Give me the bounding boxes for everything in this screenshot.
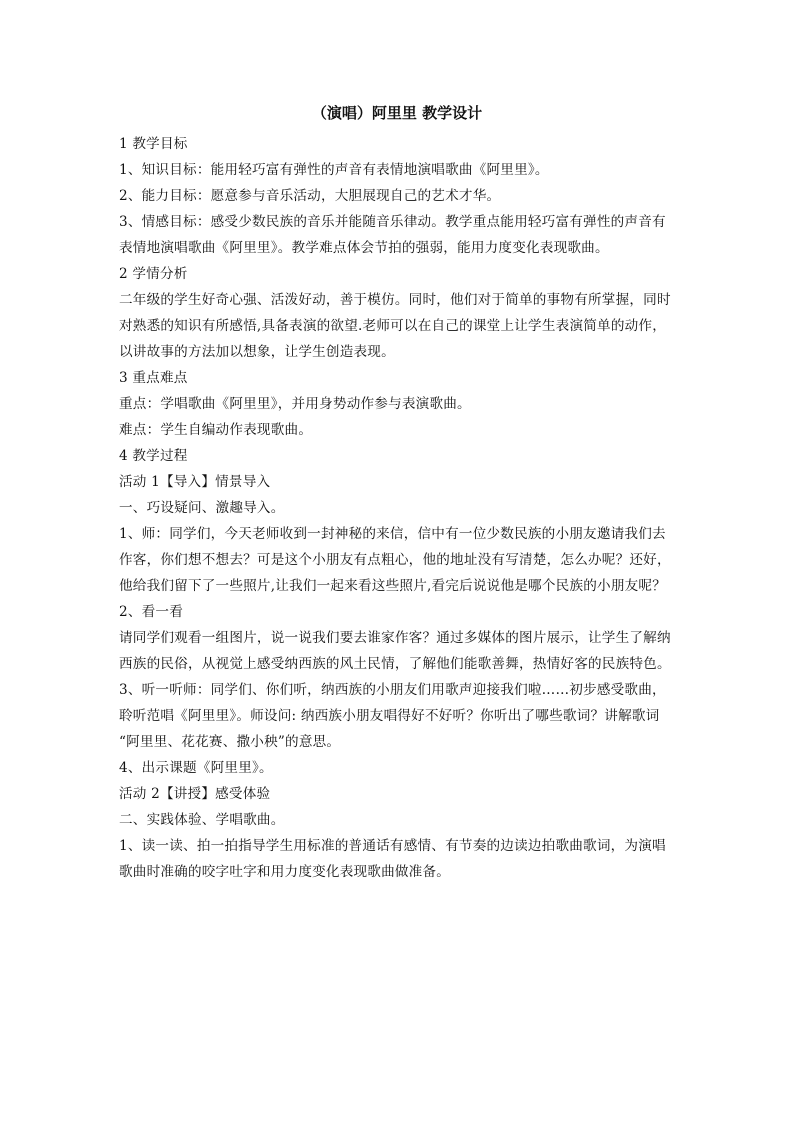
text-line: 歌曲时准确的咬字吐字和用力度变化表现歌曲做准备。 (119, 864, 451, 880)
text-line: 2、看一看 (119, 604, 184, 620)
text-line: 活动 2【讲授】感受体验 (119, 786, 271, 802)
text-line: 2、能力目标：愿意参与音乐活动，大胆展现自己的艺术才华。 (119, 188, 501, 204)
text-line: 西族的民俗，从视觉上感受纳西族的风土民情，了解他们能歌善舞，热情好客的民族特色。 (119, 656, 671, 672)
text-line: 聆听范唱《阿里里》。师设问: 纳西族小朋友唱得好不好听？你听出了哪些歌词？讲解歌词 (119, 708, 660, 724)
text-line: “阿里里、花花赛、撒小秧”的意思。 (119, 734, 341, 750)
text-line: 4 教学过程 (119, 448, 188, 464)
text-line: 作客，你们想不想去？可是这个小朋友有点粗心，他的地址没有写清楚，怎么办呢？还好， (119, 552, 671, 568)
text-line: 表情地演唱歌曲《阿里里》。教学难点体会节拍的强弱，能用力度变化表现歌曲。 (119, 240, 609, 256)
text-line: 1 教学目标 (119, 136, 188, 152)
text-line: 1、读一读、拍一拍指导学生用标准的普通话有感情、有节奏的边读边拍歌曲歌词，为演唱 (119, 838, 666, 854)
text-line: 二、实践体验、学唱歌曲。 (119, 812, 285, 828)
text-line: 3 重点难点 (119, 370, 188, 386)
text-line: 2 学情分析 (119, 266, 188, 282)
text-line: 1、师：同学们，今天老师收到一封神秘的来信，信中有一位少数民族的小朋友邀请我们去 (119, 526, 666, 542)
text-line: 活动 1【导入】情景导入 (119, 474, 271, 490)
text-line: 二年级的学生好奇心强、活泼好动，善于模仿。同时，他们对于简单的事物有所掌握，同时 (119, 292, 671, 308)
text-line: 4、出示课题《阿里里》。 (119, 760, 273, 776)
text-line: 难点：学生自编动作表现歌曲。 (119, 422, 313, 438)
text-line: 一、巧设疑问、激趣导入。 (119, 500, 285, 516)
text-line: 他给我们留下了一些照片,让我们一起来看这些照片,看完后说说他是哪个民族的小朋友呢？ (119, 578, 666, 594)
text-line: 重点：学唱歌曲《阿里里》，并用身势动作参与表演歌曲。 (119, 396, 471, 412)
text-line: 请同学们观看一组图片，说一说我们要去谁家作客？通过多媒体的图片展示，让学生了解纳 (119, 630, 671, 646)
text-line: 对熟悉的知识有所感悟,具备表演的欲望.老师可以在自己的课堂上让学生表演简单的动作， (119, 318, 666, 334)
text-line: 3、情感目标：感受少数民族的音乐并能随音乐律动。教学重点能用轻巧富有弹性的声音有 (119, 214, 666, 230)
text-line: 3、听一听师：同学们、你们听，纳西族的小朋友们用歌声迎接我们啦……初步感受歌曲， (119, 682, 666, 698)
document-title: （演唱）阿里里 教学设计 (311, 104, 483, 122)
text-line: 以讲故事的方法加以想象，让学生创造表现。 (119, 344, 395, 360)
text-line: 1、知识目标：能用轻巧富有弹性的声音有表情地演唱歌曲《阿里里》。 (119, 162, 549, 178)
document-body (119, 131, 679, 885)
